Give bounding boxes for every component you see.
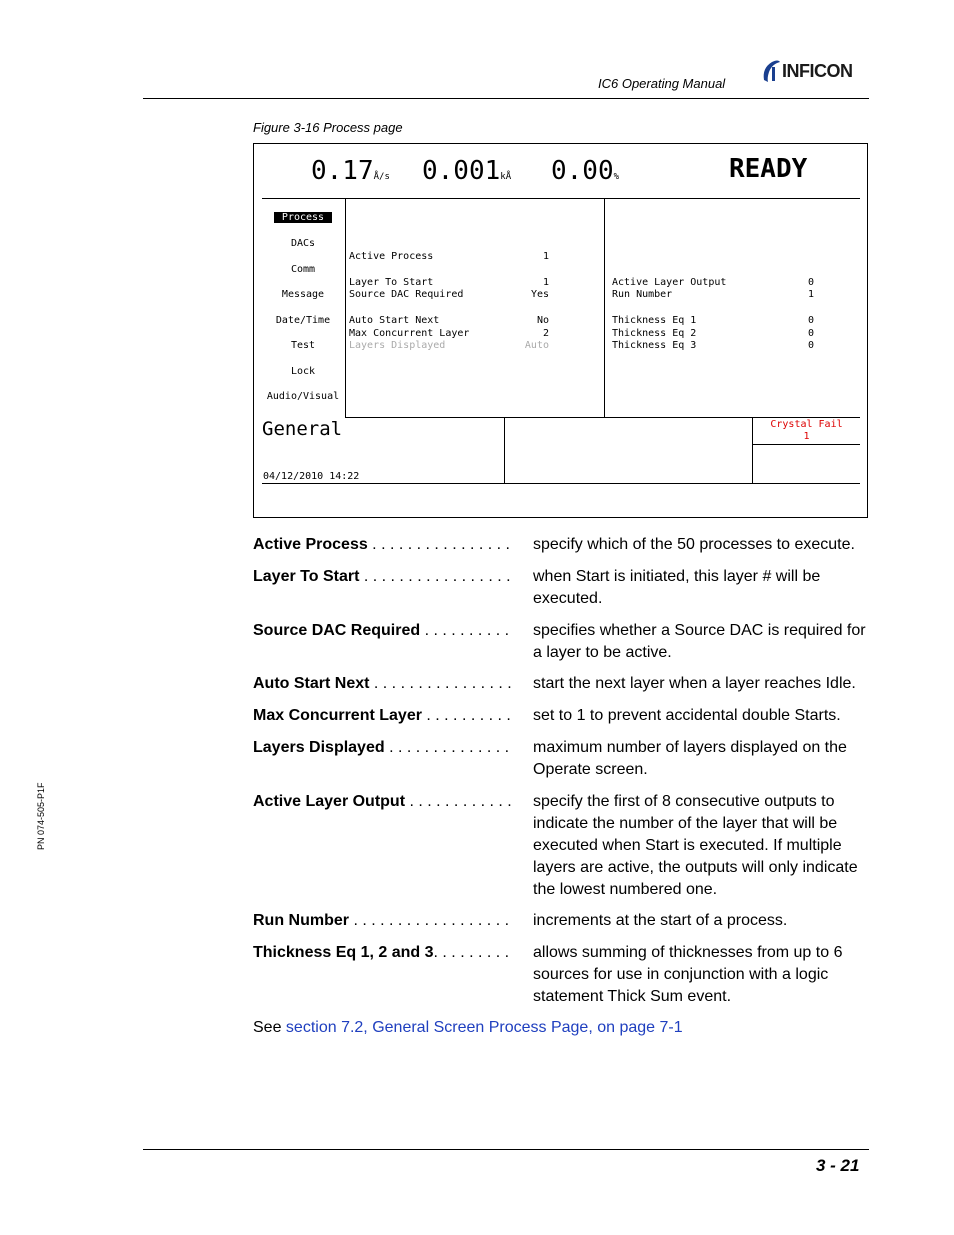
def-term-source-dac-required [253, 622, 509, 640]
divider [504, 418, 505, 484]
thickness-readout [422, 156, 511, 186]
term-text: Source DAC Required [253, 622, 421, 639]
divider [752, 418, 753, 484]
term-dots: . . . . . . . . . [433, 944, 510, 961]
term-text: Max Concurrent Layer [253, 707, 422, 724]
menu-item-dacs[interactable]: DACs [290, 238, 316, 249]
term-text: Auto Start Next [253, 675, 370, 692]
page-number: 3 - 21 [816, 1156, 860, 1175]
divider [345, 417, 860, 418]
menu-item-audio-visual[interactable]: Audio/Visual [266, 391, 340, 402]
param-value-auto-start-next[interactable]: No [536, 315, 549, 326]
def-term-active-layer-output [253, 793, 512, 811]
param-label-thickness-eq-2: Thickness Eq 2 [612, 328, 697, 339]
def-term-layer-to-start [253, 568, 511, 586]
param-value-run-number[interactable]: 1 [807, 289, 814, 300]
param-value-layers-displayed: Auto [524, 340, 549, 351]
term-text: Thickness Eq 1, 2 and 3 [253, 944, 434, 961]
term-dots: . . . . . . . . . . . . . . . . . . [349, 912, 510, 929]
term-dots: . . . . . . . . . . [420, 622, 510, 639]
part-number: PN 074-505-P1F [36, 782, 46, 850]
param-label-active-process: Active Process [349, 251, 434, 262]
def-term-active-process [253, 536, 510, 554]
see-prefix: See [253, 1019, 286, 1036]
term-dots: . . . . . . . . . . . . [405, 793, 512, 810]
def-term-max-concurrent-layer [253, 707, 511, 725]
param-label-layer-to-start: Layer To Start [349, 277, 434, 288]
def-term-layers-displayed [253, 739, 509, 757]
param-value-max-concurrent-layer[interactable]: 2 [542, 328, 549, 339]
footer-rule [143, 1149, 869, 1150]
def-desc-source-dac-required: specifies whether a Source DAC is required for a layer to be active. [533, 622, 866, 661]
def-term-run-number [253, 912, 509, 930]
header-rule [143, 98, 869, 99]
term-dots: . . . . . . . . . . . . . . . . [367, 536, 510, 553]
param-label-max-concurrent-layer: Max Concurrent Layer [349, 328, 470, 339]
def-desc-active-layer-output: specify the first of 8 consecutive outputs to indicate the number of the layer that will be executed when Start is executed. If multiple layers are active, the outputs will only indicate the lowest numbered one. [533, 793, 858, 898]
param-value-thickness-eq-2[interactable]: 0 [807, 328, 814, 339]
param-value-active-layer-output[interactable]: 0 [807, 277, 814, 288]
param-label-layers-displayed: Layers Displayed [349, 340, 446, 351]
param-label-auto-start-next: Auto Start Next [349, 315, 440, 326]
see-also-link[interactable]: section 7.2, General Screen Process Page, on page 7-1 [285, 1019, 683, 1036]
rate-readout [311, 156, 390, 186]
divider [604, 199, 605, 418]
figure-caption: Figure 3-16 Process page [253, 120, 403, 135]
menu-item-message[interactable]: Message [281, 289, 325, 300]
term-text: Run Number [253, 912, 349, 929]
page-name: General [262, 418, 343, 440]
divider [262, 198, 860, 199]
def-desc-max-concurrent-layer: set to 1 to prevent accidental double Starts. [533, 707, 841, 724]
percent-unit: % [613, 172, 620, 182]
document-title: IC6 Operating Manual [598, 76, 726, 91]
def-desc-layers-displayed: maximum number of layers displayed on the Operate screen. [533, 739, 847, 778]
date-time: 04/12/2010 14:22 [263, 471, 360, 482]
thickness-unit: kÅ [500, 172, 512, 182]
term-dots: . . . . . . . . . . . . . . [384, 739, 510, 756]
logo-mark-icon [760, 58, 782, 84]
def-desc-auto-start-next: start the next layer when a layer reaches Idle. [533, 675, 856, 692]
menu-item-date-time[interactable]: Date/Time [275, 315, 331, 326]
status-text: READY [729, 154, 808, 184]
rate-unit: Å/s [373, 172, 390, 182]
def-term-auto-start-next [253, 675, 512, 693]
menu-item-comm[interactable]: Comm [290, 264, 316, 275]
logo-text: INFICON [782, 61, 853, 81]
param-value-active-process[interactable]: 1 [542, 251, 549, 262]
menu-item-lock[interactable]: Lock [290, 366, 316, 377]
see-also-line [253, 1019, 683, 1037]
alert-line-1: Crystal Fail [770, 419, 843, 430]
percent-readout [551, 156, 619, 186]
alert-line-2: 1 [803, 431, 810, 442]
term-text: Active Process [253, 536, 368, 553]
crystal-fail-alert [754, 419, 859, 443]
term-text: Layers Displayed [253, 739, 385, 756]
rate-value: 0.17 [311, 156, 374, 186]
percent-value: 0.00 [551, 156, 614, 186]
inficon-logo [760, 58, 872, 84]
divider [345, 199, 346, 418]
divider [752, 444, 860, 445]
process-page-screenshot [253, 143, 868, 518]
term-text: Layer To Start [253, 568, 360, 585]
term-text: Active Layer Output [253, 793, 406, 810]
param-label-source-dac-required: Source DAC Required [349, 289, 464, 300]
def-desc-layer-to-start: when Start is initiated, this layer # will be executed. [533, 568, 821, 607]
def-term-thickness-eq [253, 944, 509, 962]
divider [262, 483, 860, 484]
param-label-run-number: Run Number [612, 289, 673, 300]
def-desc-active-process: specify which of the 50 processes to execute. [533, 536, 855, 553]
def-desc-thickness-eq: allows summing of thicknesses from up to 6 sources for use in conjunction with a logic statement Thick Sum event. [533, 944, 843, 1005]
term-dots: . . . . . . . . . . . . . . . . [369, 675, 512, 692]
param-label-thickness-eq-1: Thickness Eq 1 [612, 315, 697, 326]
param-label-thickness-eq-3: Thickness Eq 3 [612, 340, 697, 351]
term-dots: . . . . . . . . . . [421, 707, 511, 724]
thickness-value: 0.001 [422, 156, 501, 186]
def-desc-run-number: increments at the start of a process. [533, 912, 788, 929]
menu-item-test[interactable]: Test [290, 340, 316, 351]
param-value-thickness-eq-1[interactable]: 0 [807, 315, 814, 326]
param-value-source-dac-required[interactable]: Yes [530, 289, 549, 300]
menu-item-process[interactable]: Process [274, 212, 332, 223]
param-value-thickness-eq-3[interactable]: 0 [807, 340, 814, 351]
term-dots: . . . . . . . . . . . . . . . . . [359, 568, 511, 585]
param-label-active-layer-output: Active Layer Output [612, 277, 727, 288]
param-value-layer-to-start[interactable]: 1 [542, 277, 549, 288]
